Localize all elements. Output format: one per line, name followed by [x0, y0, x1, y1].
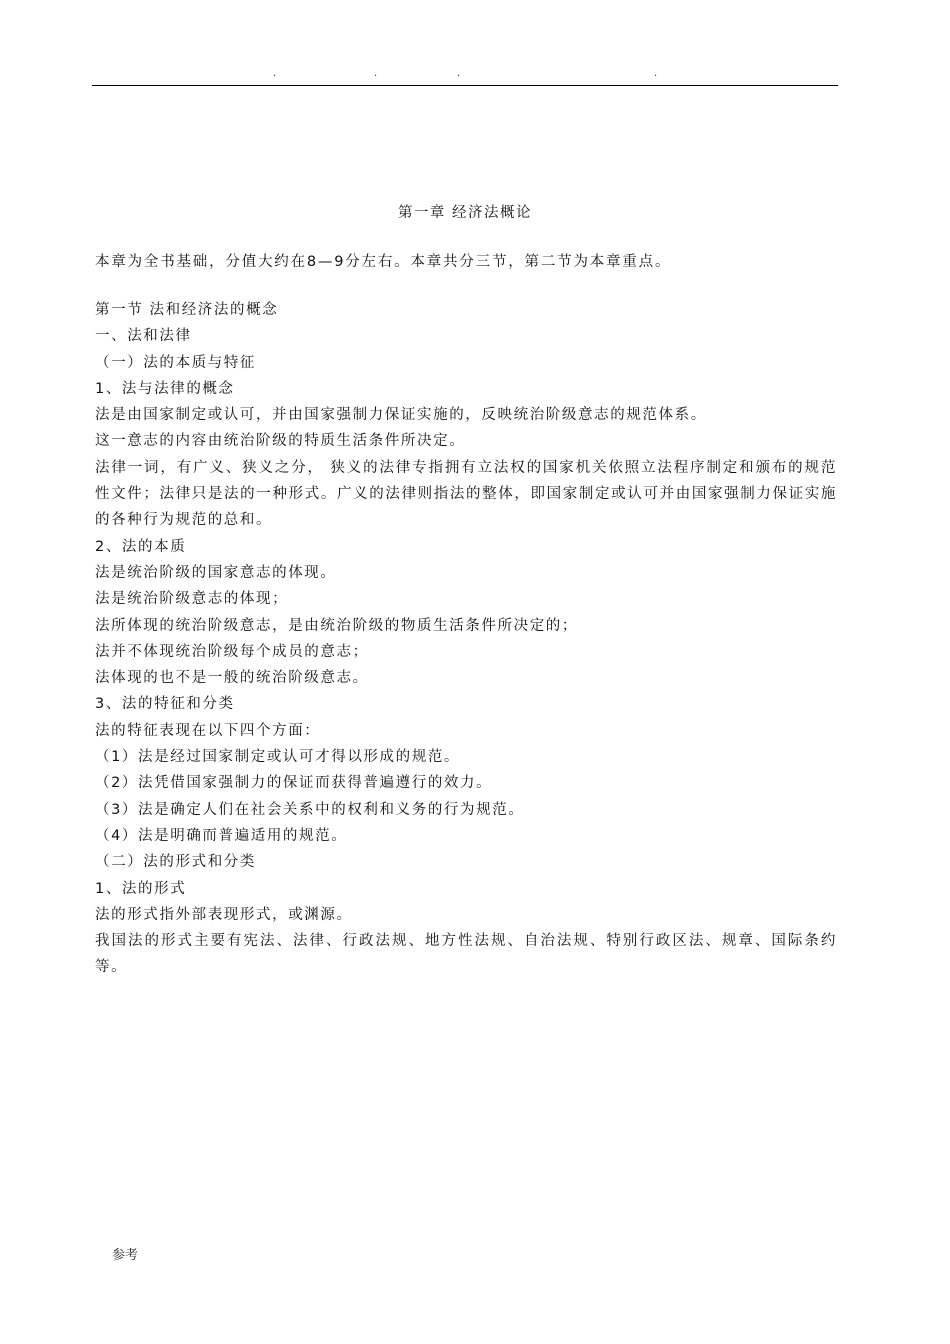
header-mark: . — [273, 68, 277, 79]
item-heading: 2、法的本质 — [95, 538, 187, 555]
paragraph: 法所体现的统治阶级意志，是由统治阶级的物质生活条件所决定的； — [95, 617, 578, 634]
paragraph: 法的特征表现在以下四个方面： — [95, 722, 321, 739]
chapter-intro: 本章为全书基础，分值大约在8—9分左右。本章共分三节，第二节为本章重点。 — [95, 254, 672, 270]
section-heading: 第一节 法和经济法的概念 — [95, 302, 279, 318]
item-heading: 1、法的形式 — [95, 880, 187, 897]
subsection-heading: （一）法的本质与特征 — [95, 354, 256, 371]
paragraph: 法体现的也不是一般的统治阶级意志。 — [95, 670, 369, 687]
paragraph: 我国法的形式主要有宪法、法律、行政法规、地方性法规、自治法规、特别行政区法、规章、国际条约等。 — [95, 933, 837, 976]
document-body — [95, 297, 837, 981]
paragraph: 这一意志的内容由统治阶级的特质生活条件所决定。 — [95, 433, 466, 450]
header-mark: . — [457, 68, 461, 79]
item-heading: 1、法与法律的概念 — [95, 380, 235, 397]
list-item: （2）法凭借国家强制力的保证而获得普遍遵行的效力。 — [95, 775, 493, 792]
paragraph: 法律一词，有广义、狭义之分， 狭义的法律专指拥有立法权的国家机关依照立法程序制定和颁布的规范性文件；法律只是法的一种形式。广义的法律则指法的整体，即国家制定或认可并由国家强制力保证实施的各种行为规范的总和。 — [95, 459, 837, 529]
subsection-heading: （二）法的形式和分类 — [95, 854, 256, 871]
header-rule — [92, 85, 838, 86]
paragraph: 法并不体现统治阶级每个成员的意志； — [95, 643, 369, 660]
header-mark: . — [374, 68, 378, 79]
chapter-title: 第一章 经济法概论 — [397, 205, 533, 221]
paragraph: 法是由国家制定或认可，并由国家强制力保证实施的，反映统治阶级意志的规范体系。 — [95, 407, 707, 424]
item-heading: 3、法的特征和分类 — [95, 696, 235, 713]
header-marks — [92, 68, 838, 84]
subsection-heading: 一、法和法律 — [95, 328, 192, 345]
list-item: （4）法是明确而普遍适用的规范。 — [95, 827, 348, 844]
header-mark: . — [654, 68, 658, 79]
paragraph: 法是统治阶级的国家意志的体现。 — [95, 564, 337, 581]
paragraph: 法是统治阶级意志的体现； — [95, 591, 289, 608]
list-item: （3）法是确定人们在社会关系中的权利和义务的行为规范。 — [95, 801, 525, 818]
paragraph: 法的形式指外部表现形式，或渊源。 — [95, 906, 353, 923]
footer-text: 参考 — [112, 1248, 139, 1263]
list-item: （1）法是经过国家制定或认可才得以形成的规范。 — [95, 749, 461, 766]
